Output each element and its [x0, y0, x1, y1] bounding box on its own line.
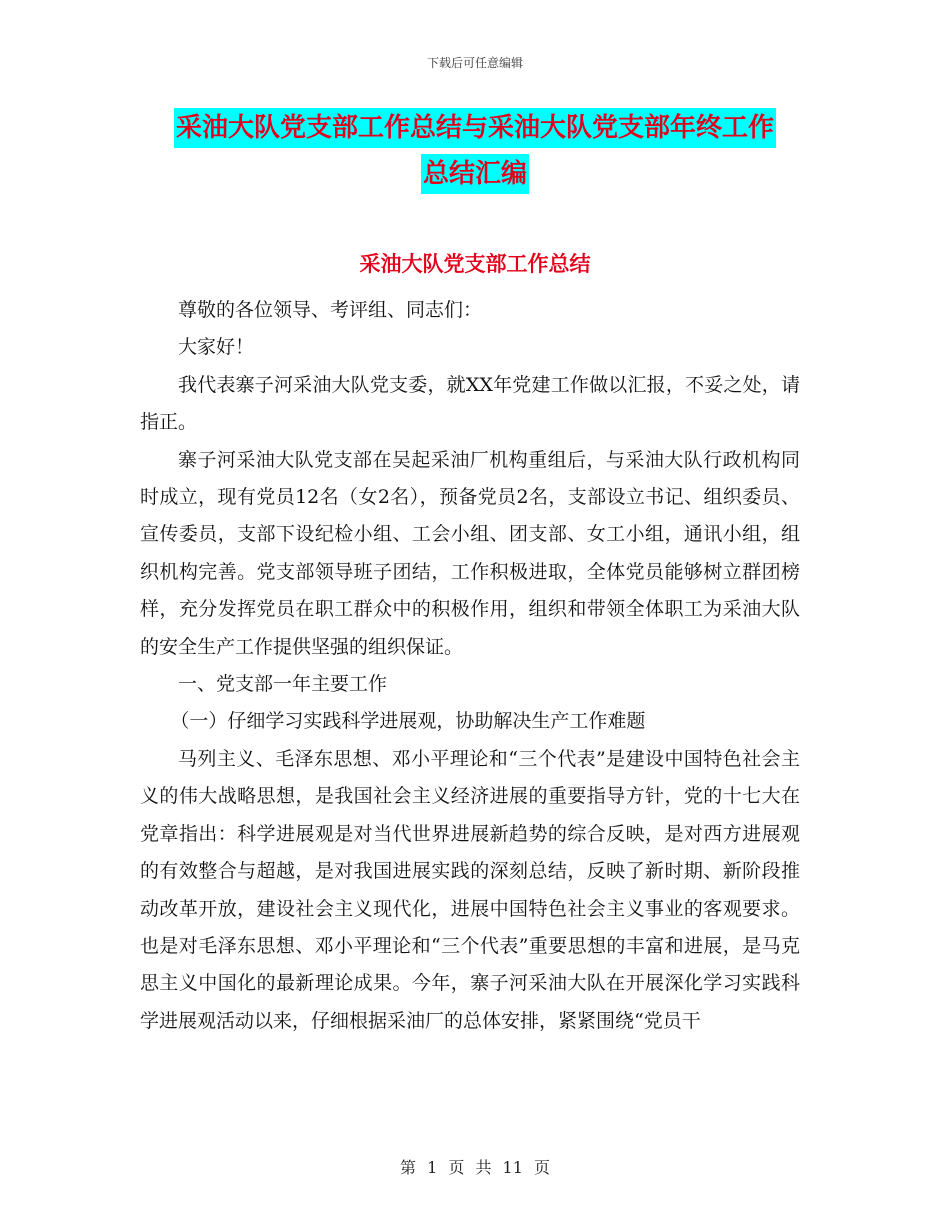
heading-section-1: 一、党支部一年主要工作 — [178, 673, 388, 696]
body-text — [140, 292, 800, 1040]
paragraph-intro: 我代表寨子河采油大队党支委，就XX年党建工作做以汇报，不妥之处，请指正。 — [140, 373, 800, 434]
paragraph-theory: 马列主义、毛泽东思想、邓小平理论和“三个代表”是建设中国特色社会主义的伟大战略思想，是我国社会主义经济进展的重要指导方针，党的十七大在党章指出：科学进展观是对当代世界进展新趋势的综合反映，是对西方进展观的有效整合与超越，是对我国进展实践的深刻总结，反映了新时期、新阶段推动改革开放，建设社会主义现代化，进展中国特色社会主义事业的客观要求。也是对毛泽东思想、邓小平理论和“三个代表”重要思想的丰富和进展，是马克思主义中国化的最新理论成果。今年，寨子河采油大队在开展深化学习实践科学进展观活动以来，仔细根据采油厂的总体安排，紧紧围绕“党员干 — [140, 747, 800, 1032]
title-line-2: 总结汇编 — [421, 154, 529, 194]
title-line-1: 采油大队党支部工作总结与采油大队党支部年终工作 — [174, 108, 776, 148]
paragraph-overview: 寨子河采油大队党支部在吴起采油厂机构重组后，与采油大队行政机构同时成立，现有党员12名（女2名），预备党员2名，支部设立书记、组织委员、宣传委员，支部下设纪检小组、工会小组、团支部、女工小组，通讯小组，组织机构完善。党支部领导班子团结，工作积极进取，全体党员能够树立群团榜样，充分发挥党员在职工群众中的积极作用，组织和带领全体职工为采油大队的安全生产工作提供坚强的组织保证。 — [140, 448, 800, 658]
page-header-note: 下载后可任意编辑 — [426, 56, 523, 70]
paragraph-greeting: 大家好！ — [178, 336, 255, 359]
section-title: 采油大队党支部工作总结 — [359, 251, 591, 276]
paragraph-salutation: 尊敬的各位领导、考评组、同志们： — [178, 299, 483, 321]
document-title — [140, 108, 810, 194]
page-number: 第 1 页 共 11 页 — [400, 1158, 550, 1177]
heading-subsection-1: （一）仔细学习实践科学进展观，协助解决生产工作难题 — [170, 710, 646, 733]
